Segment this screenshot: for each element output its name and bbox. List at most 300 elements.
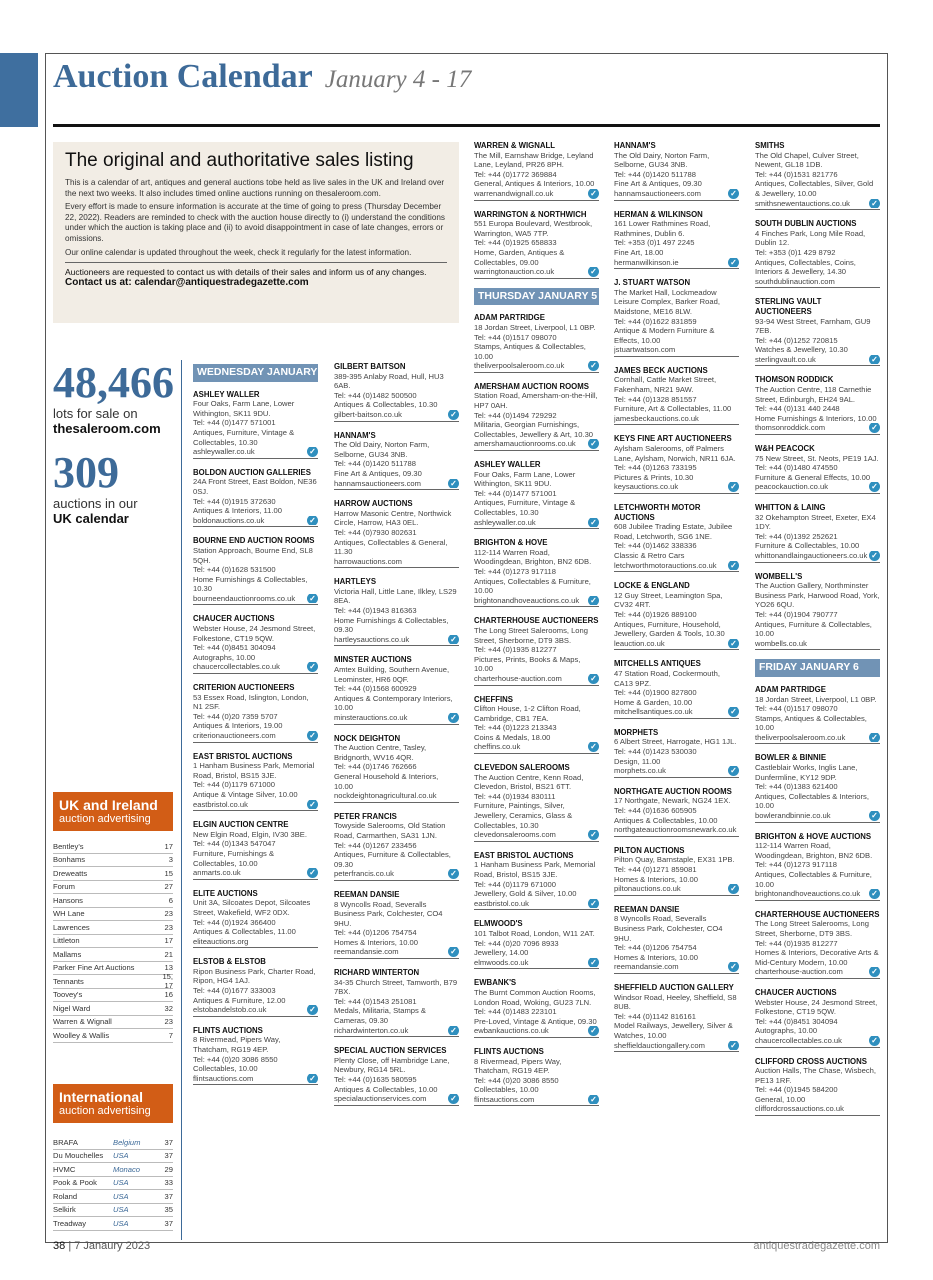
ad-page: 23 xyxy=(164,909,173,919)
auction-website[interactable] xyxy=(614,962,739,972)
detail-line: Classic & Retro Cars xyxy=(614,550,685,560)
check-icon: ✓ xyxy=(588,518,599,528)
detail-line: Antiques & Interiors, 19.00 xyxy=(193,721,283,731)
ad-country: Belgium xyxy=(113,1137,141,1147)
detail-line: Tel: +44 (0)20 7359 5707 xyxy=(193,711,278,721)
auction-website[interactable] xyxy=(193,594,318,604)
detail-line: Furniture, Art & Collectables, 11.00 xyxy=(614,404,732,414)
check-icon: ✓ xyxy=(588,742,599,752)
auction-website[interactable] xyxy=(474,830,599,840)
website-text: warrenandwignall.co.uk xyxy=(474,188,554,198)
auction-website[interactable] xyxy=(474,361,599,371)
ad-name: Bentley's xyxy=(53,841,84,851)
auction-website[interactable] xyxy=(614,414,739,424)
detail-line: The Long Street Salerooms, Long Street, Sherborne, DT9 3BS. xyxy=(755,919,869,938)
ad-country: USA xyxy=(113,1178,129,1188)
contact-line[interactable]: Contact us at: calendar@antiquestradegazette.com xyxy=(65,277,309,289)
detail-line: Tel: +44 (0)1423 530030 xyxy=(614,747,697,757)
detail-line: Tel: +44 (0)1926 889100 xyxy=(614,609,697,619)
check-icon: ✓ xyxy=(728,482,739,492)
ad-name: Roland xyxy=(53,1191,78,1201)
auction-entry xyxy=(474,210,599,279)
ad-page: 13 xyxy=(164,963,173,973)
website-text: chaucercollectables.co.uk xyxy=(193,662,280,672)
auctioneer-name: BOWLER & BINNIE xyxy=(755,753,827,763)
auction-details xyxy=(334,978,459,1026)
detail-line: 161 Lower Rathmines Road, Rathmines, Dublin 6. xyxy=(614,219,711,238)
uk-ad-header xyxy=(53,792,173,831)
auction-website[interactable] xyxy=(334,713,459,723)
page-footer xyxy=(53,1240,880,1252)
auction-details xyxy=(193,967,318,1005)
check-icon: ✓ xyxy=(588,899,599,909)
auction-entry xyxy=(474,919,599,969)
auction-details xyxy=(474,151,599,189)
detail-line: Tel: +44 (0)1273 917118 xyxy=(755,860,837,870)
auction-entry xyxy=(474,313,599,373)
auction-entry xyxy=(474,538,599,607)
check-icon: ✓ xyxy=(448,713,459,723)
detail-line: Furniture, Furnishings & Collectables, 10.00 xyxy=(193,848,275,868)
detail-line: Tel: +44 (0)1252 720815 xyxy=(755,335,838,345)
auction-details xyxy=(614,855,739,884)
website-text: elmwoods.co.uk xyxy=(474,957,529,967)
ad-page: 15 xyxy=(164,868,173,878)
website-text: hannamsauctioneers.com xyxy=(614,188,701,198)
auction-website[interactable] xyxy=(755,423,880,433)
auction-details xyxy=(474,323,599,361)
check-icon: ✓ xyxy=(588,439,599,449)
detail-line: 389-395 Anlaby Road, Hull, HU3 6AB. xyxy=(334,371,444,391)
ad-row xyxy=(53,1016,173,1030)
detail-line: Model Railways, Jewellery, Silver & Watches, 10.00 xyxy=(614,1021,733,1040)
auctioneer-name: ELMWOOD'S xyxy=(474,919,523,929)
auctioneer-name: REEMAN DANSIE xyxy=(334,889,400,899)
auction-entry xyxy=(755,444,880,494)
ad-name: Hansons xyxy=(53,895,83,905)
blue-side-tab xyxy=(0,53,38,127)
website-text: bourneendauctionrooms.co.uk xyxy=(193,593,296,603)
auctioneer-name: WARREN & WIGNALL xyxy=(474,141,555,150)
detail-line: The Market Hall, Lockmeadow Leisure Complex, Barker Road, Maidstone, ME16 8LW. xyxy=(614,287,720,316)
ad-row xyxy=(53,894,173,908)
auction-entry xyxy=(334,812,459,881)
auction-website[interactable] xyxy=(614,825,739,835)
check-icon: ✓ xyxy=(307,662,318,672)
detail-line: Antiques, Collectables, Silver, Gold & Jewellery, 10.00 xyxy=(755,179,874,198)
auction-website[interactable] xyxy=(755,482,880,492)
detail-line: Tel: +44 (0)1568 600929 xyxy=(334,684,417,694)
ad-page: 33 xyxy=(164,1178,173,1188)
website-text: charterhouse-auction.com xyxy=(474,673,562,683)
auctioneer-name: ADAM PARTRIDGE xyxy=(755,684,826,694)
auction-details xyxy=(334,665,459,713)
auction-details xyxy=(755,695,880,733)
detail-line: Antiques, Collectables & General, 11.30 xyxy=(334,537,448,557)
detail-line: 551 Europa Boulevard, Westbrook, Warrington, WA5 7TP. xyxy=(474,219,593,238)
auction-website[interactable] xyxy=(474,596,599,606)
website-text: criterionauctioneers.com xyxy=(193,731,276,740)
detail-line: Tel: +44 (0)1924 366400 xyxy=(193,917,276,927)
auction-entry xyxy=(193,957,318,1017)
intl-ad-list xyxy=(53,1136,173,1231)
auction-details xyxy=(334,1056,459,1094)
auction-entry xyxy=(193,468,318,528)
auction-details xyxy=(474,1057,599,1095)
website-text: piltonauctions.co.uk xyxy=(614,884,681,894)
website-text: leauction.co.uk xyxy=(614,638,665,648)
detail-line: 34-35 Church Street, Tamworth, B79 7BX. xyxy=(334,977,458,997)
detail-line: 8 Wyncolls Road, Severalls Business Park, Colchester, CO4 9HU. xyxy=(614,914,723,943)
auctioneer-name: MINSTER AUCTIONS xyxy=(334,655,412,665)
auction-details xyxy=(334,900,459,948)
auctioneer-name: ELITE AUCTIONS xyxy=(193,888,258,898)
auctioneer-name: CLIFFORD CROSS AUCTIONS xyxy=(755,1056,867,1066)
auctioneer-name: SHEFFIELD AUCTION GALLERY xyxy=(614,982,734,992)
detail-line: Tel: +44 (0)1142 816161 xyxy=(614,1011,696,1021)
ad-page: 3 xyxy=(168,855,173,865)
intro-box xyxy=(53,142,459,323)
detail-line: Tel: +44 (0)1477 571001 xyxy=(474,488,557,498)
auction-website[interactable] xyxy=(193,516,318,526)
auction-website[interactable] xyxy=(474,1026,599,1036)
detail-line: Autographs, 10.00 xyxy=(193,652,256,662)
website-text: morphets.co.uk xyxy=(614,766,666,776)
detail-line: Antique & Vintage Silver, 10.00 xyxy=(193,789,298,799)
auction-website[interactable] xyxy=(193,1074,318,1084)
detail-line: Tel: +44 (0)131 440 2448 xyxy=(755,404,840,414)
website-text: keysauctions.co.uk xyxy=(614,482,679,492)
auction-details xyxy=(334,821,459,869)
auction-website[interactable] xyxy=(334,869,459,879)
auction-details xyxy=(614,288,739,346)
auction-website[interactable] xyxy=(193,662,318,672)
detail-line: 75 New Street, St. Neots, PE19 1AJ. xyxy=(755,453,879,463)
auction-website[interactable] xyxy=(334,947,459,957)
footer-site[interactable]: antiquestradegazette.com xyxy=(753,1240,880,1252)
auction-entry xyxy=(755,1057,880,1117)
auction-website[interactable] xyxy=(474,958,599,968)
auction-entry xyxy=(614,434,739,494)
check-icon: ✓ xyxy=(869,733,880,743)
detail-line: Home, Garden, Antiques & Collectables, 09.00 xyxy=(474,247,565,267)
detail-line: Tel: +44 (0)1900 827800 xyxy=(614,688,697,698)
auctioneer-name: WOMBELL'S xyxy=(755,571,803,581)
detail-line: The Auction Centre, 118 Carnethie Street, Edinburgh, EH24 9AL. xyxy=(755,385,872,404)
website-text: reemandansie.com xyxy=(614,962,679,972)
detail-line: Homes & Interiors, 10.00 xyxy=(614,874,698,884)
detail-line: Tel: +44 (0)1531 821776 xyxy=(755,169,838,179)
auction-website[interactable] xyxy=(755,355,880,365)
auction-website[interactable] xyxy=(755,277,880,287)
auction-website[interactable] xyxy=(193,447,318,457)
auction-details xyxy=(474,548,599,596)
check-icon: ✓ xyxy=(588,596,599,606)
website-text: hermanwilkinson.ie xyxy=(614,257,679,267)
listing-column-2 xyxy=(334,362,459,1115)
auctioneer-name: BOURNE END AUCTION ROOMS xyxy=(193,536,315,546)
detail-line: Tel: +44 (0)1383 621400 xyxy=(755,782,838,792)
auction-entry xyxy=(193,752,318,812)
detail-line: Tel: +44 (0)1263 733195 xyxy=(614,463,697,473)
auction-website[interactable] xyxy=(474,439,599,449)
column-divider xyxy=(181,360,182,1240)
detail-line: Antiques, Collectables & Interiors, 10.00 xyxy=(755,791,869,811)
auctioneer-name: W&H PEACOCK xyxy=(755,444,815,454)
auction-website[interactable] xyxy=(755,889,880,899)
auction-website[interactable] xyxy=(193,731,318,741)
auction-website[interactable] xyxy=(755,639,880,649)
detail-line: Antique & Modern Furniture & Effects, 10.00 xyxy=(614,326,715,345)
auctioneer-name: CHEFFINS xyxy=(474,694,513,704)
auction-entry xyxy=(334,890,459,959)
auction-website[interactable] xyxy=(614,1041,739,1051)
auction-website[interactable] xyxy=(755,551,880,561)
auction-entry xyxy=(334,734,459,803)
auctioneer-name: ASHLEY WALLER xyxy=(193,389,260,399)
auction-website[interactable] xyxy=(334,1094,459,1104)
ad-row xyxy=(53,1136,173,1150)
detail-line: Tel: +44 (0)1677 333003 xyxy=(193,986,276,996)
detail-line: Tel: +44 (0)1628 531500 xyxy=(193,565,276,575)
website-text: nockdeightonagricultural.co.uk xyxy=(334,791,437,801)
day-header: THURSDAY JANUARY 5 xyxy=(474,288,599,306)
listing-column-1 xyxy=(193,364,326,1094)
auctioneer-name: SPECIAL AUCTION SERVICES xyxy=(334,1046,447,1056)
auction-website[interactable] xyxy=(193,937,318,947)
detail-line: Tel: +44 (0)1934 830111 xyxy=(474,791,556,801)
auction-entry xyxy=(755,832,880,901)
auction-entry xyxy=(474,1047,599,1107)
website-text: eastbristol.co.uk xyxy=(474,898,529,908)
website-text: sterlingvault.co.uk xyxy=(755,354,816,364)
detail-line: Tel: +44 (0)7930 802631 xyxy=(334,527,417,537)
auction-entry xyxy=(755,685,880,745)
auction-entry xyxy=(193,889,318,949)
ad-name: Selkirk xyxy=(53,1205,76,1215)
detail-line: Tel: +44 (0)20 7096 8933 xyxy=(474,938,559,948)
website-text: hartleysauctions.co.uk xyxy=(334,634,410,644)
detail-line: Tel: +44 (0)20 3086 8550 xyxy=(193,1054,278,1064)
auction-website[interactable] xyxy=(614,561,739,571)
auction-details xyxy=(474,704,599,742)
auctioneer-name: CHAUCER AUCTIONS xyxy=(755,987,837,997)
detail-line: Tel: +353 (0)1 497 2245 xyxy=(614,238,695,248)
detail-line: 8 Rivermead, Pipers Way, Thatcham, RG19 4EP. xyxy=(474,1056,562,1076)
auction-website[interactable] xyxy=(334,635,459,645)
detail-line: Victoria Hall, Little Lane, Ilkley, LS29 8EA. xyxy=(334,586,457,606)
website-text: ashleywaller.co.uk xyxy=(474,517,536,527)
auction-website[interactable] xyxy=(614,707,739,717)
auction-website[interactable] xyxy=(334,479,459,489)
check-icon: ✓ xyxy=(307,800,318,810)
detail-line: The Auction Centre, Kenn Road, Clevedon, Bristol, BS21 6TT. xyxy=(474,772,584,792)
ad-row xyxy=(53,935,173,949)
auction-details xyxy=(193,898,318,936)
detail-line: Tel: +44 (0)1935 812277 xyxy=(474,645,557,655)
check-icon: ✓ xyxy=(307,1005,318,1015)
detail-line: The Auction Gallery, Northminster Business Park, Harwood Road, York, YO26 6QU. xyxy=(755,581,880,610)
detail-line: Tel: +44 (0)1206 754754 xyxy=(614,943,697,953)
auction-website[interactable] xyxy=(755,1104,880,1114)
detail-line: 12 Guy Street, Leamington Spa, CV32 4RT. xyxy=(614,590,723,610)
ad-page: 23 xyxy=(164,1017,173,1027)
detail-line: Tel: +44 (0)1271 859081 xyxy=(614,865,697,874)
check-icon: ✓ xyxy=(869,482,880,492)
check-icon: ✓ xyxy=(448,410,459,420)
auction-entry xyxy=(614,728,739,778)
detail-line: Stamps, Antiques & Collectables, 10.00 xyxy=(755,713,867,733)
check-icon: ✓ xyxy=(728,189,739,199)
auction-website[interactable] xyxy=(334,557,459,567)
auctioneer-name: SOUTH DUBLIN AUCTIONS xyxy=(755,219,857,229)
auction-website[interactable] xyxy=(755,1036,880,1046)
auction-website[interactable] xyxy=(614,345,739,355)
detail-line: 112-114 Warren Road, Woodingdean, Brighton, BN2 6DB. xyxy=(755,841,873,860)
ad-row xyxy=(53,1190,173,1204)
detail-line: Tel: +44 (0)1273 917118 xyxy=(474,566,556,576)
auctioneer-name: ELSTOB & ELSTOB xyxy=(193,957,266,967)
detail-line: 8 Wyncolls Road, Severalls Business Park, Colchester, CO4 9HU. xyxy=(334,899,443,928)
auction-website[interactable] xyxy=(755,967,880,977)
website-text: amershamauctionrooms.co.uk xyxy=(474,439,576,449)
detail-line: Antiques & Collectables, 10.00 xyxy=(614,815,718,825)
detail-line: Antiques, Furniture & Collectables, 10.00 xyxy=(755,619,872,639)
website-text: flintsauctions.com xyxy=(193,1073,254,1083)
auction-entry xyxy=(474,382,599,451)
auctioneer-name: CRITERION AUCTIONEERS xyxy=(193,683,295,693)
auctioneer-name: LETCHWORTH MOTOR AUCTIONS xyxy=(614,503,701,522)
website-text: jamesbeckauctions.co.uk xyxy=(614,413,699,423)
detail-line: Antiques, Collectables, Coins, Interiors & Jewellery, 14.30 xyxy=(755,257,856,277)
detail-line: Tel: +44 (0)1635 580595 xyxy=(334,1075,417,1084)
ad-page: 7 xyxy=(168,1030,173,1040)
lots-count: 48,466 xyxy=(53,358,174,407)
auction-website[interactable] xyxy=(193,1005,318,1015)
check-icon: ✓ xyxy=(728,884,739,894)
auction-website[interactable] xyxy=(614,482,739,492)
stats-panel xyxy=(53,360,178,526)
auction-website[interactable] xyxy=(474,518,599,528)
detail-line: Four Oaks, Farm Lane, Lower Withington, SK11 9DU. xyxy=(474,469,576,489)
website-text: southdublinauction.com xyxy=(755,276,835,286)
check-icon: ✓ xyxy=(728,639,739,649)
auction-website[interactable] xyxy=(614,639,739,649)
auction-website[interactable] xyxy=(334,410,459,420)
ad-row xyxy=(53,1002,173,1016)
detail-line: Furniture & General Effects, 10.00 xyxy=(755,472,871,482)
ad-page: 29 xyxy=(164,1164,173,1174)
ad-row xyxy=(53,921,173,935)
auction-details xyxy=(193,546,318,594)
detail-line: Tel: +44 (0)1772 369884 xyxy=(474,169,557,179)
auction-website[interactable] xyxy=(474,742,599,752)
detail-line: Plenty Close, off Hambridge Lane, Newbury, RG14 5RL. xyxy=(334,1055,450,1075)
detail-line: Antiques & Collectables, 11.00 xyxy=(193,927,296,937)
detail-line: Tel: +44 (0)1343 547047 xyxy=(193,839,276,849)
check-icon: ✓ xyxy=(728,707,739,717)
auctioneer-name: BRIGHTON & HOVE AUCTIONS xyxy=(755,831,872,841)
auction-details xyxy=(755,919,880,967)
detail-line: Tel: +44 (0)1915 372630 xyxy=(193,496,276,506)
auction-website[interactable] xyxy=(474,267,599,277)
check-icon: ✓ xyxy=(728,766,739,776)
auction-website[interactable] xyxy=(755,199,880,209)
detail-line: General, 10.00 xyxy=(755,1094,806,1104)
intro-p2: Every effort is made to ensure information is accurate at the time of going to press (Thursday December 22, 2022). Readers are reminded to check with the auction house directly to (i) understand the conditions under which the auction is taking place and (ii) to avoid disappointment in case of late changes, errors or omissions. xyxy=(65,202,446,243)
detail-line: Tel: +44 (0)1943 816363 xyxy=(334,606,417,616)
auction-website[interactable] xyxy=(193,868,318,878)
ad-row xyxy=(53,867,173,881)
auction-website[interactable] xyxy=(334,791,459,801)
auction-website[interactable] xyxy=(755,811,880,821)
auction-website[interactable] xyxy=(474,674,599,684)
detail-line: Antiques & Interiors, 11.00 xyxy=(193,506,282,516)
check-icon: ✓ xyxy=(307,447,318,457)
auction-website[interactable] xyxy=(614,884,739,894)
check-icon: ✓ xyxy=(448,635,459,645)
detail-line: Tel: +44 (0)1480 474550 xyxy=(755,463,838,473)
detail-line: Ripon Business Park, Charter Road, Ripon, HG4 1AJ. xyxy=(193,966,316,986)
check-icon: ✓ xyxy=(307,516,318,526)
website-text: boldonauctions.co.uk xyxy=(193,515,265,525)
auctioneer-name: KEYS FINE ART AUCTIONEERS xyxy=(614,434,732,444)
auctioneer-name: RICHARD WINTERTON xyxy=(334,968,420,978)
ad-row xyxy=(53,840,173,854)
auction-website[interactable] xyxy=(614,766,739,776)
ad-row xyxy=(53,1029,173,1043)
ad-row xyxy=(53,908,173,922)
auction-website[interactable] xyxy=(614,258,739,268)
check-icon: ✓ xyxy=(448,869,459,879)
detail-line: Furniture, Paintings, Silver, Jewellery, Ceramics, Glass & Collectables, 10.30 xyxy=(474,801,573,830)
auctioneer-name: ADAM PARTRIDGE xyxy=(474,313,545,323)
ad-page: 21 xyxy=(164,949,173,959)
auction-website[interactable] xyxy=(474,899,599,909)
auction-website[interactable] xyxy=(334,1026,459,1036)
auction-entry xyxy=(474,460,599,529)
detail-line: Homes & Interiors, 10.00 xyxy=(334,937,418,947)
auction-entry xyxy=(755,297,880,366)
auction-website[interactable] xyxy=(193,800,318,810)
detail-line: General Household & Interiors, 10.00 xyxy=(334,771,439,791)
auction-entry xyxy=(755,572,880,651)
detail-line: Tel: +44 (0)1420 511788 xyxy=(614,169,696,179)
auction-website[interactable] xyxy=(474,1095,599,1105)
ad-name: Du Mouchelles xyxy=(53,1151,104,1161)
ad-row xyxy=(53,1204,173,1218)
detail-line: Collectables, 10.00 xyxy=(474,1085,539,1095)
auction-details xyxy=(755,151,880,199)
auction-details xyxy=(614,737,739,766)
auction-website[interactable] xyxy=(474,189,599,199)
auction-website[interactable] xyxy=(755,733,880,743)
check-icon: ✓ xyxy=(588,958,599,968)
ad-row xyxy=(53,948,173,962)
ad-row xyxy=(53,989,173,1003)
auction-details xyxy=(474,860,599,898)
auction-entry xyxy=(474,695,599,755)
check-icon: ✓ xyxy=(448,1026,459,1036)
website-text: anmarts.co.uk xyxy=(193,868,241,878)
website-text: charterhouse-auction.com xyxy=(755,967,843,977)
detail-line: Station Road, Amersham-on-the-Hill, HP7 0AH. xyxy=(474,391,598,411)
auction-website[interactable] xyxy=(614,189,739,199)
auction-details xyxy=(614,522,739,560)
auction-details xyxy=(193,624,318,662)
detail-line: Tel: +44 (0)1223 213343 xyxy=(474,723,557,733)
ad-name: Parker Fine Art Auctions xyxy=(53,963,135,973)
